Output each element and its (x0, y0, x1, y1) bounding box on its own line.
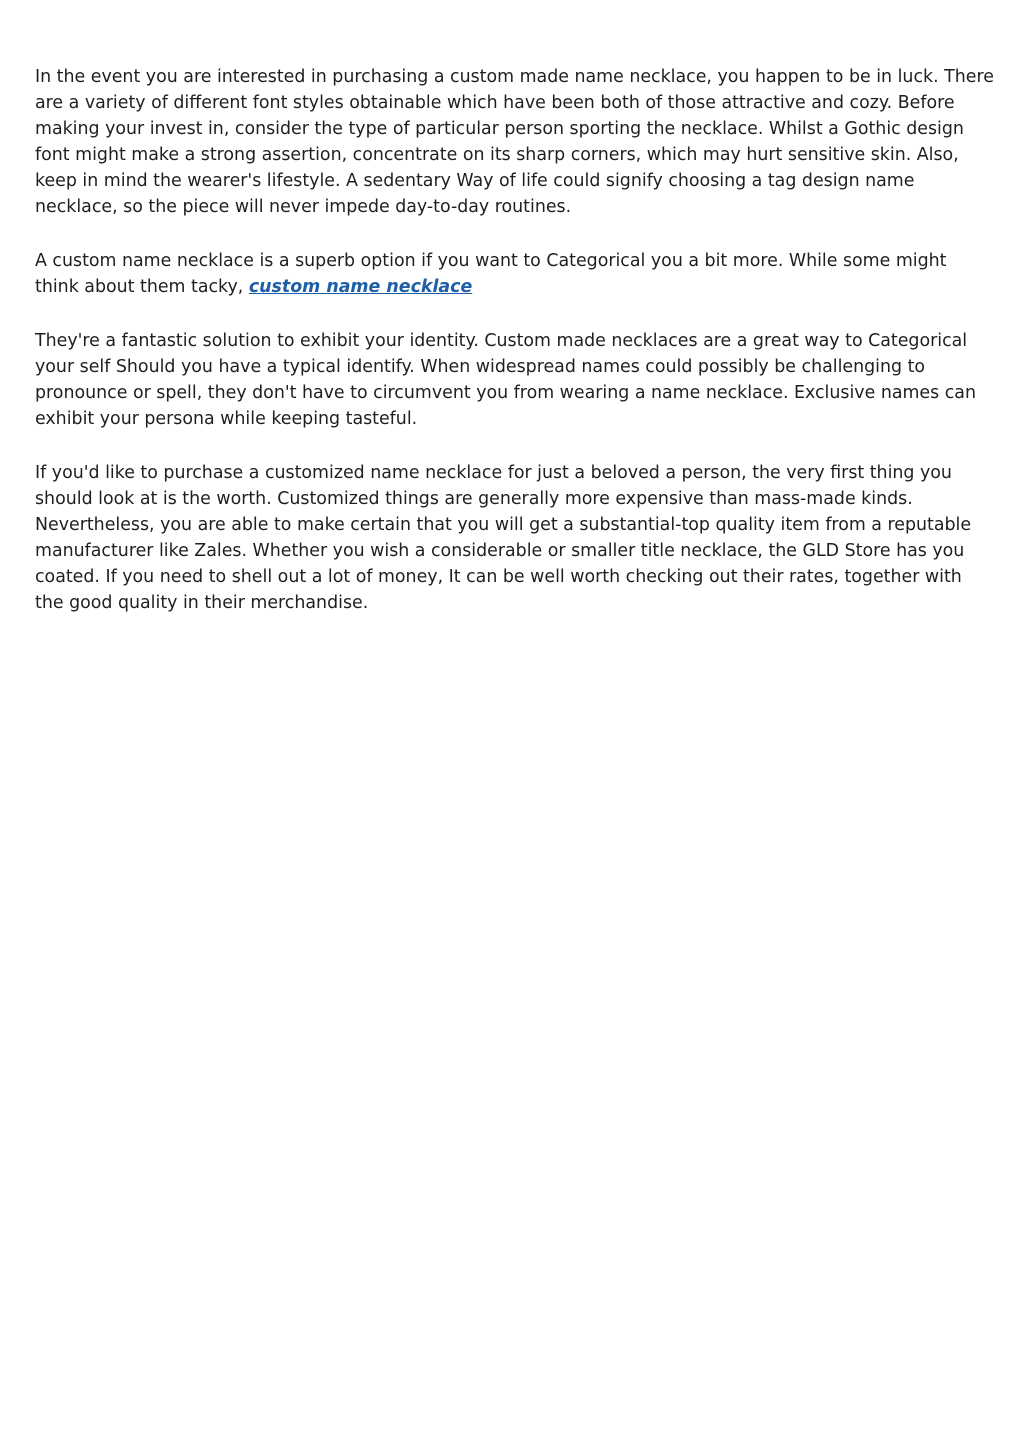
custom-name-necklace-link[interactable]: custom name necklace (248, 277, 473, 297)
paragraph-purchase-text: If you'd like to purchase a customized name necklace for just a beloved a person, the very first thing you should look at is the worth. Customized things are generally more expensive than mass-made kinds. Nevertheless, you are able to make certain that you will get a substantial-top quality item from a reputable manufacturer like Zales. Whether you wish a considerable or smaller title necklace, the GLD Store has you coated. If you need to shell out a lot of money, It can be well worth checking out their rates, together with the good quality in their merchandise. (35, 463, 972, 613)
paragraph-identity (35, 328, 995, 432)
paragraph-identity-text: They're a fantastic solution to exhibit your identity. Custom made necklaces are a great way to Categorical your self Should you have a typical identify. When widespread names could possibly be challenging to pronounce or spell, they don't have to circumvent you from wearing a name necklace. Exclusive names can exhibit your persona while keeping tasteful. (35, 331, 976, 429)
document-body (35, 64, 995, 644)
paragraph-purchase (35, 460, 995, 616)
paragraph-intro-text: In the event you are interested in purchasing a custom made name necklace, you happen to be in luck. There are a variety of different font styles obtainable which have been both of those attractive and cozy. Before making your invest in, consider the type of particular person sporting the necklace. Whilst a Gothic design font might make a strong assertion, concentrate on its sharp corners, which may hurt sensitive skin. Also, keep in mind the wearer's lifestyle. A sedentary Way of life could signify choosing a tag design name necklace, so the piece will never impede day-to-day routines. (35, 67, 994, 217)
paragraph-custom-name-text: A custom name necklace is a superb option if you want to Categorical you a bit more. While some might think about them tacky, (35, 251, 947, 297)
paragraph-intro (35, 64, 995, 220)
paragraph-custom-name (35, 248, 995, 300)
